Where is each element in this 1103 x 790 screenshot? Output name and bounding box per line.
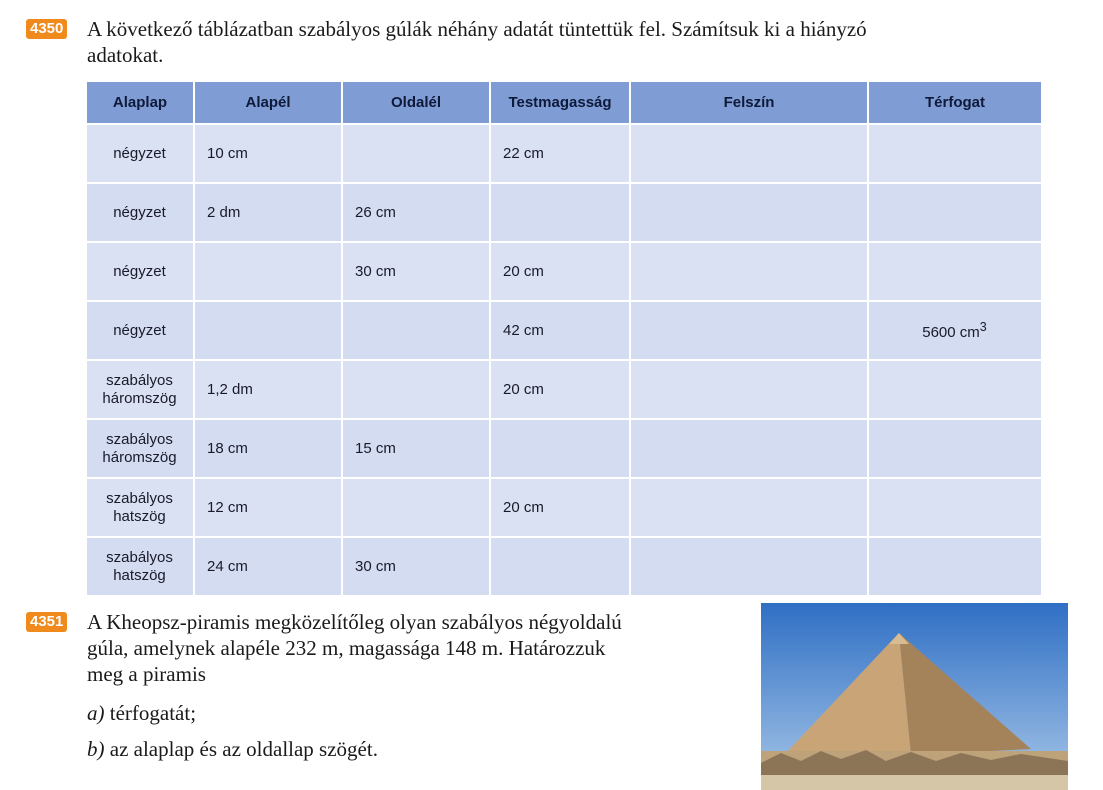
problem-number-badge-2: 4351 <box>26 612 67 632</box>
item-a-text: térfogatát; <box>104 701 197 725</box>
item-b-label: b) <box>87 737 105 761</box>
cell-side-edge <box>342 301 490 360</box>
table-header-row <box>87 82 1041 124</box>
cell-base-word1: szabályos <box>106 489 173 507</box>
cell-height: 20 cm <box>490 242 630 301</box>
cell-volume-exponent: 3 <box>979 320 987 334</box>
cell-side-edge: 30 cm <box>342 242 490 301</box>
pyramid-data-table <box>87 82 1041 595</box>
cell-surface <box>630 537 868 595</box>
header-felszin: Felszín <box>630 82 868 124</box>
cell-base-word1: négyzet <box>113 262 166 280</box>
problem2-line2: gúla, amelynek alapéle 232 m, magassága 148 m. Határozzuk <box>87 636 606 660</box>
cell-volume-value: 5600 cm <box>922 324 980 341</box>
cell-edge: 18 cm <box>194 419 342 478</box>
cell-base <box>87 183 194 242</box>
cell-volume <box>868 478 1041 537</box>
cell-surface <box>630 301 868 360</box>
cell-base-word1: négyzet <box>113 203 166 221</box>
header-terfogat: Térfogat <box>868 82 1041 124</box>
cell-side-edge: 26 cm <box>342 183 490 242</box>
cell-surface <box>630 419 868 478</box>
header-alaplap: Alaplap <box>87 82 194 124</box>
table-row <box>87 537 1041 595</box>
cell-base <box>87 360 194 419</box>
cell-side-edge: 15 cm <box>342 419 490 478</box>
cell-base <box>87 301 194 360</box>
cell-height: 22 cm <box>490 124 630 183</box>
cell-height: 20 cm <box>490 360 630 419</box>
cell-volume <box>868 124 1041 183</box>
cell-edge <box>194 301 342 360</box>
cell-base-word2: hatszög <box>113 566 166 584</box>
cell-side-edge <box>342 124 490 183</box>
cell-volume <box>868 242 1041 301</box>
cell-volume <box>868 183 1041 242</box>
cell-volume <box>868 537 1041 595</box>
cell-base-word1: szabályos <box>106 430 173 448</box>
cell-base-word1: négyzet <box>113 321 166 339</box>
problem-number-badge: 4350 <box>26 19 67 39</box>
table-row <box>87 183 1041 242</box>
problem2-statement <box>87 609 747 687</box>
problem-statement-line2: adatokat. <box>87 43 164 67</box>
cell-base-word1: szabályos <box>106 548 173 566</box>
problem2-line1: A Kheopsz-piramis megközelítőleg olyan szabályos négyoldalú <box>87 610 622 634</box>
item-b-text: az alaplap és az oldallap szögét. <box>104 737 378 761</box>
cell-surface <box>630 242 868 301</box>
cell-height <box>490 183 630 242</box>
cell-edge: 2 dm <box>194 183 342 242</box>
cell-base <box>87 419 194 478</box>
header-testmagassag: Testmagasság <box>490 82 630 124</box>
table-row <box>87 124 1041 183</box>
cell-base-word1: négyzet <box>113 144 166 162</box>
header-alapel: Alapél <box>194 82 342 124</box>
problem2-line3: meg a piramis <box>87 662 206 686</box>
cell-edge: 12 cm <box>194 478 342 537</box>
problem-statement-line1: A következő táblázatban szabályos gúlák néhány adatát tüntettük fel. Számítsuk ki a hiányzó <box>87 17 867 41</box>
table-row <box>87 478 1041 537</box>
table-row <box>87 360 1041 419</box>
cell-side-edge <box>342 478 490 537</box>
table-row <box>87 419 1041 478</box>
cell-volume <box>868 301 1041 360</box>
cell-volume <box>868 360 1041 419</box>
cell-side-edge <box>342 360 490 419</box>
cell-surface <box>630 478 868 537</box>
problem-statement <box>87 16 1047 68</box>
cell-height <box>490 419 630 478</box>
table-row <box>87 242 1041 301</box>
cell-surface <box>630 124 868 183</box>
table-row <box>87 301 1041 360</box>
cell-surface <box>630 183 868 242</box>
cell-height <box>490 537 630 595</box>
pyramid-photo <box>761 603 1068 790</box>
cell-edge: 24 cm <box>194 537 342 595</box>
problem2-item-b <box>87 736 378 762</box>
cell-edge: 1,2 dm <box>194 360 342 419</box>
cell-base-word2: háromszög <box>102 389 177 407</box>
cell-height: 20 cm <box>490 478 630 537</box>
cell-base <box>87 242 194 301</box>
cell-base <box>87 124 194 183</box>
header-oldalel: Oldalél <box>342 82 490 124</box>
cell-side-edge: 30 cm <box>342 537 490 595</box>
problem2-item-a <box>87 700 196 726</box>
cell-height: 42 cm <box>490 301 630 360</box>
cell-base-word2: hatszög <box>113 507 166 525</box>
cell-surface <box>630 360 868 419</box>
ground-foreground <box>761 775 1068 790</box>
cell-base-word2: háromszög <box>102 448 177 466</box>
cell-base <box>87 537 194 595</box>
item-a-label: a) <box>87 701 105 725</box>
cell-base <box>87 478 194 537</box>
cell-edge: 10 cm <box>194 124 342 183</box>
cell-edge <box>194 242 342 301</box>
cell-base-word1: szabályos <box>106 371 173 389</box>
cell-volume <box>868 419 1041 478</box>
